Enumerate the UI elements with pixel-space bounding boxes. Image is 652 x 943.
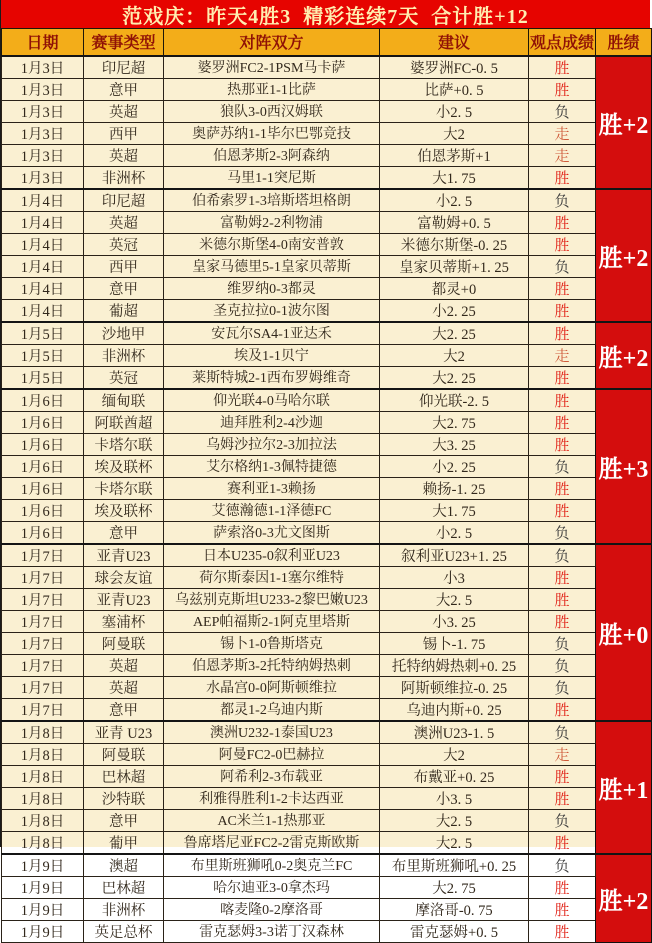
result-cell: 负: [529, 654, 596, 676]
date-cell: 1月5日: [2, 322, 84, 345]
match-cell: 澳洲U232-1泰国U23: [164, 721, 380, 744]
match-cell: 皇家马德里5-1皇家贝蒂斯: [164, 255, 380, 277]
tip-cell: 婆罗洲FC-0. 5: [380, 56, 529, 79]
date-cell: 1月6日: [2, 477, 84, 499]
table-row: [2, 122, 652, 144]
table-row: [2, 721, 652, 744]
header-result: 观点成绩: [529, 29, 596, 56]
league-cell: 英超: [84, 100, 164, 122]
streak-cell: 胜+1: [596, 721, 652, 854]
date-cell: 1月8日: [2, 721, 84, 744]
table-row: [2, 211, 652, 233]
result-cell: 胜: [529, 56, 596, 79]
tip-cell: 小3: [380, 566, 529, 588]
tip-cell: 仰光联-2. 5: [380, 389, 529, 412]
tip-cell: 大2: [380, 122, 529, 144]
match-cell: 仰光联4-0马哈尔联: [164, 389, 380, 412]
date-cell: 1月7日: [2, 632, 84, 654]
result-cell: 胜: [529, 831, 596, 854]
table-row: [2, 299, 652, 322]
result-cell: 负: [529, 854, 596, 877]
table-row: [2, 233, 652, 255]
table-row: [2, 698, 652, 721]
header-tip: 建议: [380, 29, 529, 56]
match-cell: 圣克拉拉0-1波尔图: [164, 299, 380, 322]
date-cell: 1月5日: [2, 366, 84, 389]
table-row: [2, 809, 652, 831]
tip-cell: 都灵+0: [380, 277, 529, 299]
result-cell: 负: [529, 189, 596, 212]
match-cell: 利雅得胜利1-2卡达西亚: [164, 787, 380, 809]
tip-cell: 锡卜-1. 75: [380, 632, 529, 654]
header-league: 赛事类型: [84, 29, 164, 56]
result-cell: 胜: [529, 233, 596, 255]
date-cell: 1月4日: [2, 211, 84, 233]
table-row: [2, 654, 652, 676]
table-row: [2, 389, 652, 412]
table-row: [2, 765, 652, 787]
result-cell: 胜: [529, 698, 596, 721]
date-cell: 1月7日: [2, 544, 84, 567]
league-cell: 巴林超: [84, 765, 164, 787]
table-row: [2, 277, 652, 299]
match-cell: 伯恩茅斯3-2托特纳姆热刺: [164, 654, 380, 676]
match-cell: 日本U235-0叙利亚U23: [164, 544, 380, 567]
tip-cell: 大2. 75: [380, 876, 529, 898]
result-cell: 胜: [529, 477, 596, 499]
date-cell: 1月6日: [2, 389, 84, 412]
result-cell: 负: [529, 676, 596, 698]
table-row: [2, 455, 652, 477]
match-cell: 迪拜胜利2-4沙迦: [164, 411, 380, 433]
league-cell: 英足总杯: [84, 920, 164, 942]
result-cell: 走: [529, 344, 596, 366]
date-cell: 1月6日: [2, 433, 84, 455]
match-cell: 安瓦尔SA4-1亚达禾: [164, 322, 380, 345]
table-row: [2, 876, 652, 898]
date-cell: 1月4日: [2, 189, 84, 212]
date-cell: 1月8日: [2, 831, 84, 854]
tip-cell: 托特纳姆热刺+0. 25: [380, 654, 529, 676]
match-cell: 莱斯特城2-1西布罗姆维奇: [164, 366, 380, 389]
league-cell: 沙特联: [84, 787, 164, 809]
result-cell: 胜: [529, 610, 596, 632]
date-cell: 1月6日: [2, 521, 84, 544]
table-row: [2, 433, 652, 455]
tip-cell: 布里斯班狮吼+0. 25: [380, 854, 529, 877]
tip-cell: 小2. 25: [380, 299, 529, 322]
league-cell: 澳超: [84, 854, 164, 877]
table-row: [2, 499, 652, 521]
result-cell: 胜: [529, 389, 596, 412]
date-cell: 1月3日: [2, 144, 84, 166]
result-cell: 走: [529, 144, 596, 166]
streak-cell: 胜+3: [596, 389, 652, 544]
league-cell: 缅甸联: [84, 389, 164, 412]
league-cell: 非洲杯: [84, 344, 164, 366]
result-cell: 负: [529, 544, 596, 567]
match-cell: 艾德瀚德1-1泽德FC: [164, 499, 380, 521]
streak-cell: 胜+2: [596, 56, 652, 189]
match-cell: 阿曼FC2-0巴赫拉: [164, 743, 380, 765]
match-cell: 喀麦隆0-2摩洛哥: [164, 898, 380, 920]
result-cell: 胜: [529, 765, 596, 787]
date-cell: 1月4日: [2, 233, 84, 255]
match-cell: 热那亚1-1比萨: [164, 78, 380, 100]
league-cell: 塞浦杯: [84, 610, 164, 632]
match-cell: 赛利亚1-3赖扬: [164, 477, 380, 499]
date-cell: 1月4日: [2, 277, 84, 299]
date-cell: 1月7日: [2, 610, 84, 632]
date-cell: 1月5日: [2, 344, 84, 366]
result-cell: 负: [529, 255, 596, 277]
league-cell: 印尼超: [84, 189, 164, 212]
result-cell: 走: [529, 122, 596, 144]
date-cell: 1月8日: [2, 787, 84, 809]
match-cell: 马里1-1突尼斯: [164, 166, 380, 189]
table-row: [2, 521, 652, 544]
tip-cell: 大2: [380, 743, 529, 765]
league-cell: 葡超: [84, 299, 164, 322]
league-cell: 英冠: [84, 233, 164, 255]
match-cell: 荷尔斯泰因1-1塞尔维特: [164, 566, 380, 588]
table-row: [2, 366, 652, 389]
streak-cell: 胜+2: [596, 322, 652, 389]
table-row: [2, 78, 652, 100]
date-cell: 1月8日: [2, 809, 84, 831]
match-cell: 布里斯班狮吼0-2奥克兰FC: [164, 854, 380, 877]
league-cell: 亚青U23: [84, 544, 164, 567]
streak-cell: 胜+2: [596, 854, 652, 943]
match-cell: 伯恩茅斯2-3阿森纳: [164, 144, 380, 166]
match-cell: 伯希索罗1-3培斯塔坦格朗: [164, 189, 380, 212]
result-cell: 胜: [529, 787, 596, 809]
tip-cell: 小3. 25: [380, 610, 529, 632]
table-row: [2, 831, 652, 854]
date-cell: 1月7日: [2, 676, 84, 698]
league-cell: 英超: [84, 654, 164, 676]
table-body: [2, 56, 652, 943]
result-cell: 胜: [529, 499, 596, 521]
match-cell: 雷克瑟姆3-3诺丁汉森林: [164, 920, 380, 942]
tip-cell: 富勒姆+0. 5: [380, 211, 529, 233]
match-cell: 哈尔迪亚3-0拿杰玛: [164, 876, 380, 898]
match-cell: 萨索洛0-3尤文图斯: [164, 521, 380, 544]
header-date: 日期: [2, 29, 84, 56]
date-cell: 1月8日: [2, 765, 84, 787]
match-cell: 锡卜1-0鲁斯塔克: [164, 632, 380, 654]
result-cell: 胜: [529, 920, 596, 942]
date-cell: 1月7日: [2, 654, 84, 676]
league-cell: 亚青 U23: [84, 721, 164, 744]
tip-cell: 皇家贝蒂斯+1. 25: [380, 255, 529, 277]
streak-cell: 胜+0: [596, 544, 652, 721]
date-cell: 1月9日: [2, 876, 84, 898]
table-row: [2, 610, 652, 632]
date-cell: 1月6日: [2, 455, 84, 477]
league-cell: 阿联酋超: [84, 411, 164, 433]
date-cell: 1月9日: [2, 854, 84, 877]
match-cell: 狼队3-0西汉姆联: [164, 100, 380, 122]
result-cell: 胜: [529, 366, 596, 389]
tips-table: [1, 28, 652, 943]
table-row: [2, 787, 652, 809]
tip-cell: 大2. 25: [380, 322, 529, 345]
league-cell: 亚青U23: [84, 588, 164, 610]
match-cell: 水晶宫0-0阿斯顿维拉: [164, 676, 380, 698]
tip-cell: 小2. 5: [380, 100, 529, 122]
league-cell: 非洲杯: [84, 898, 164, 920]
table-row: [2, 189, 652, 212]
match-cell: 鲁席塔尼亚FC2-2雷克斯欧斯: [164, 831, 380, 854]
league-cell: 英超: [84, 144, 164, 166]
league-cell: 埃及联杯: [84, 499, 164, 521]
table-row: [2, 743, 652, 765]
match-cell: 富勒姆2-2利物浦: [164, 211, 380, 233]
result-cell: 胜: [529, 322, 596, 345]
table-row: [2, 166, 652, 189]
tip-cell: 大2. 75: [380, 411, 529, 433]
league-cell: 阿曼联: [84, 743, 164, 765]
date-cell: 1月3日: [2, 78, 84, 100]
table-row: [2, 56, 652, 79]
tip-cell: 大2. 5: [380, 809, 529, 831]
tip-cell: 伯恩茅斯+1: [380, 144, 529, 166]
date-cell: 1月6日: [2, 411, 84, 433]
match-cell: 米德尔斯堡4-0南安普敦: [164, 233, 380, 255]
result-cell: 负: [529, 100, 596, 122]
tip-cell: 大2. 25: [380, 366, 529, 389]
league-cell: 球会友谊: [84, 566, 164, 588]
date-cell: 1月9日: [2, 920, 84, 942]
match-cell: 都灵1-2乌迪内斯: [164, 698, 380, 721]
tip-cell: 大1. 75: [380, 166, 529, 189]
match-cell: AC米兰1-1热那亚: [164, 809, 380, 831]
table-row: [2, 898, 652, 920]
table-row: [2, 544, 652, 567]
league-cell: 印尼超: [84, 56, 164, 79]
tip-cell: 布戴亚+0. 25: [380, 765, 529, 787]
result-cell: 胜: [529, 898, 596, 920]
date-cell: 1月4日: [2, 299, 84, 322]
tip-cell: 澳洲U23-1. 5: [380, 721, 529, 744]
tip-cell: 摩洛哥-0. 75: [380, 898, 529, 920]
table-row: [2, 632, 652, 654]
result-cell: 负: [529, 455, 596, 477]
date-cell: 1月6日: [2, 499, 84, 521]
table-row: [2, 854, 652, 877]
tip-cell: 小3. 5: [380, 787, 529, 809]
tip-cell: 小2. 5: [380, 521, 529, 544]
date-cell: 1月7日: [2, 588, 84, 610]
table-row: [2, 588, 652, 610]
result-cell: 胜: [529, 166, 596, 189]
table-row: [2, 144, 652, 166]
result-cell: 负: [529, 721, 596, 744]
result-cell: 胜: [529, 277, 596, 299]
date-cell: 1月3日: [2, 56, 84, 79]
match-cell: 乌姆沙拉尔2-3加拉法: [164, 433, 380, 455]
league-cell: 埃及联杯: [84, 455, 164, 477]
tip-cell: 雷克瑟姆+0. 5: [380, 920, 529, 942]
date-cell: 1月3日: [2, 100, 84, 122]
result-cell: 负: [529, 521, 596, 544]
table-row: [2, 411, 652, 433]
league-cell: 意甲: [84, 78, 164, 100]
page-title: 范戏庆：昨天4胜3 精彩连续7天 合计胜+12: [1, 0, 650, 28]
table-row: [2, 322, 652, 345]
match-cell: 乌兹别克斯坦U233-2黎巴嫩U23: [164, 588, 380, 610]
result-cell: 胜: [529, 299, 596, 322]
tip-cell: 米德尔斯堡-0. 25: [380, 233, 529, 255]
match-cell: 奥萨苏纳1-1毕尔巴鄂竞技: [164, 122, 380, 144]
header-match: 对阵双方: [164, 29, 380, 56]
streak-cell: 胜+2: [596, 189, 652, 322]
table-row: [2, 344, 652, 366]
date-cell: 1月3日: [2, 122, 84, 144]
date-cell: 1月7日: [2, 566, 84, 588]
match-cell: 艾尔格纳1-3佩特捷德: [164, 455, 380, 477]
tip-cell: 大2. 5: [380, 831, 529, 854]
result-cell: 负: [529, 809, 596, 831]
tip-cell: 大3. 25: [380, 433, 529, 455]
league-cell: 卡塔尔联: [84, 477, 164, 499]
result-cell: 胜: [529, 588, 596, 610]
league-cell: 意甲: [84, 698, 164, 721]
result-cell: 胜: [529, 211, 596, 233]
tip-cell: 大1. 75: [380, 499, 529, 521]
date-cell: 1月8日: [2, 743, 84, 765]
league-cell: 卡塔尔联: [84, 433, 164, 455]
league-cell: 西甲: [84, 255, 164, 277]
table-row: [2, 100, 652, 122]
league-cell: 阿曼联: [84, 632, 164, 654]
table-row: [2, 566, 652, 588]
league-cell: 西甲: [84, 122, 164, 144]
result-cell: 负: [529, 632, 596, 654]
date-cell: 1月3日: [2, 166, 84, 189]
league-cell: 英超: [84, 211, 164, 233]
date-cell: 1月4日: [2, 255, 84, 277]
match-cell: 埃及1-1贝宁: [164, 344, 380, 366]
league-cell: 沙地甲: [84, 322, 164, 345]
tip-cell: 大2. 5: [380, 588, 529, 610]
table-row: [2, 477, 652, 499]
header-row: [2, 29, 652, 56]
match-cell: 阿希利2-3布载亚: [164, 765, 380, 787]
league-cell: 意甲: [84, 521, 164, 544]
match-cell: 维罗纳0-3都灵: [164, 277, 380, 299]
table-row: [2, 255, 652, 277]
result-cell: 胜: [529, 876, 596, 898]
tip-cell: 乌迪内斯+0. 25: [380, 698, 529, 721]
league-cell: 英超: [84, 676, 164, 698]
date-cell: 1月9日: [2, 898, 84, 920]
tip-cell: 比萨+0. 5: [380, 78, 529, 100]
league-cell: 意甲: [84, 277, 164, 299]
tip-cell: 叙利亚U23+1. 25: [380, 544, 529, 567]
result-cell: 走: [529, 743, 596, 765]
result-cell: 胜: [529, 411, 596, 433]
league-cell: 非洲杯: [84, 166, 164, 189]
result-cell: 胜: [529, 433, 596, 455]
league-cell: 英冠: [84, 366, 164, 389]
table-row: [2, 920, 652, 942]
date-cell: 1月7日: [2, 698, 84, 721]
tip-cell: 阿斯顿维拉-0. 25: [380, 676, 529, 698]
league-cell: 巴林超: [84, 876, 164, 898]
tip-cell: 大2: [380, 344, 529, 366]
tip-cell: 赖扬-1. 25: [380, 477, 529, 499]
header-streak: 胜绩: [596, 29, 652, 56]
tip-cell: 小2. 25: [380, 455, 529, 477]
result-cell: 胜: [529, 78, 596, 100]
match-cell: AEP帕福斯2-1阿克里塔斯: [164, 610, 380, 632]
match-cell: 婆罗洲FC2-1PSM马卡萨: [164, 56, 380, 79]
league-cell: 意甲: [84, 809, 164, 831]
result-cell: 胜: [529, 566, 596, 588]
table-row: [2, 676, 652, 698]
tip-cell: 小2. 5: [380, 189, 529, 212]
league-cell: 葡甲: [84, 831, 164, 854]
